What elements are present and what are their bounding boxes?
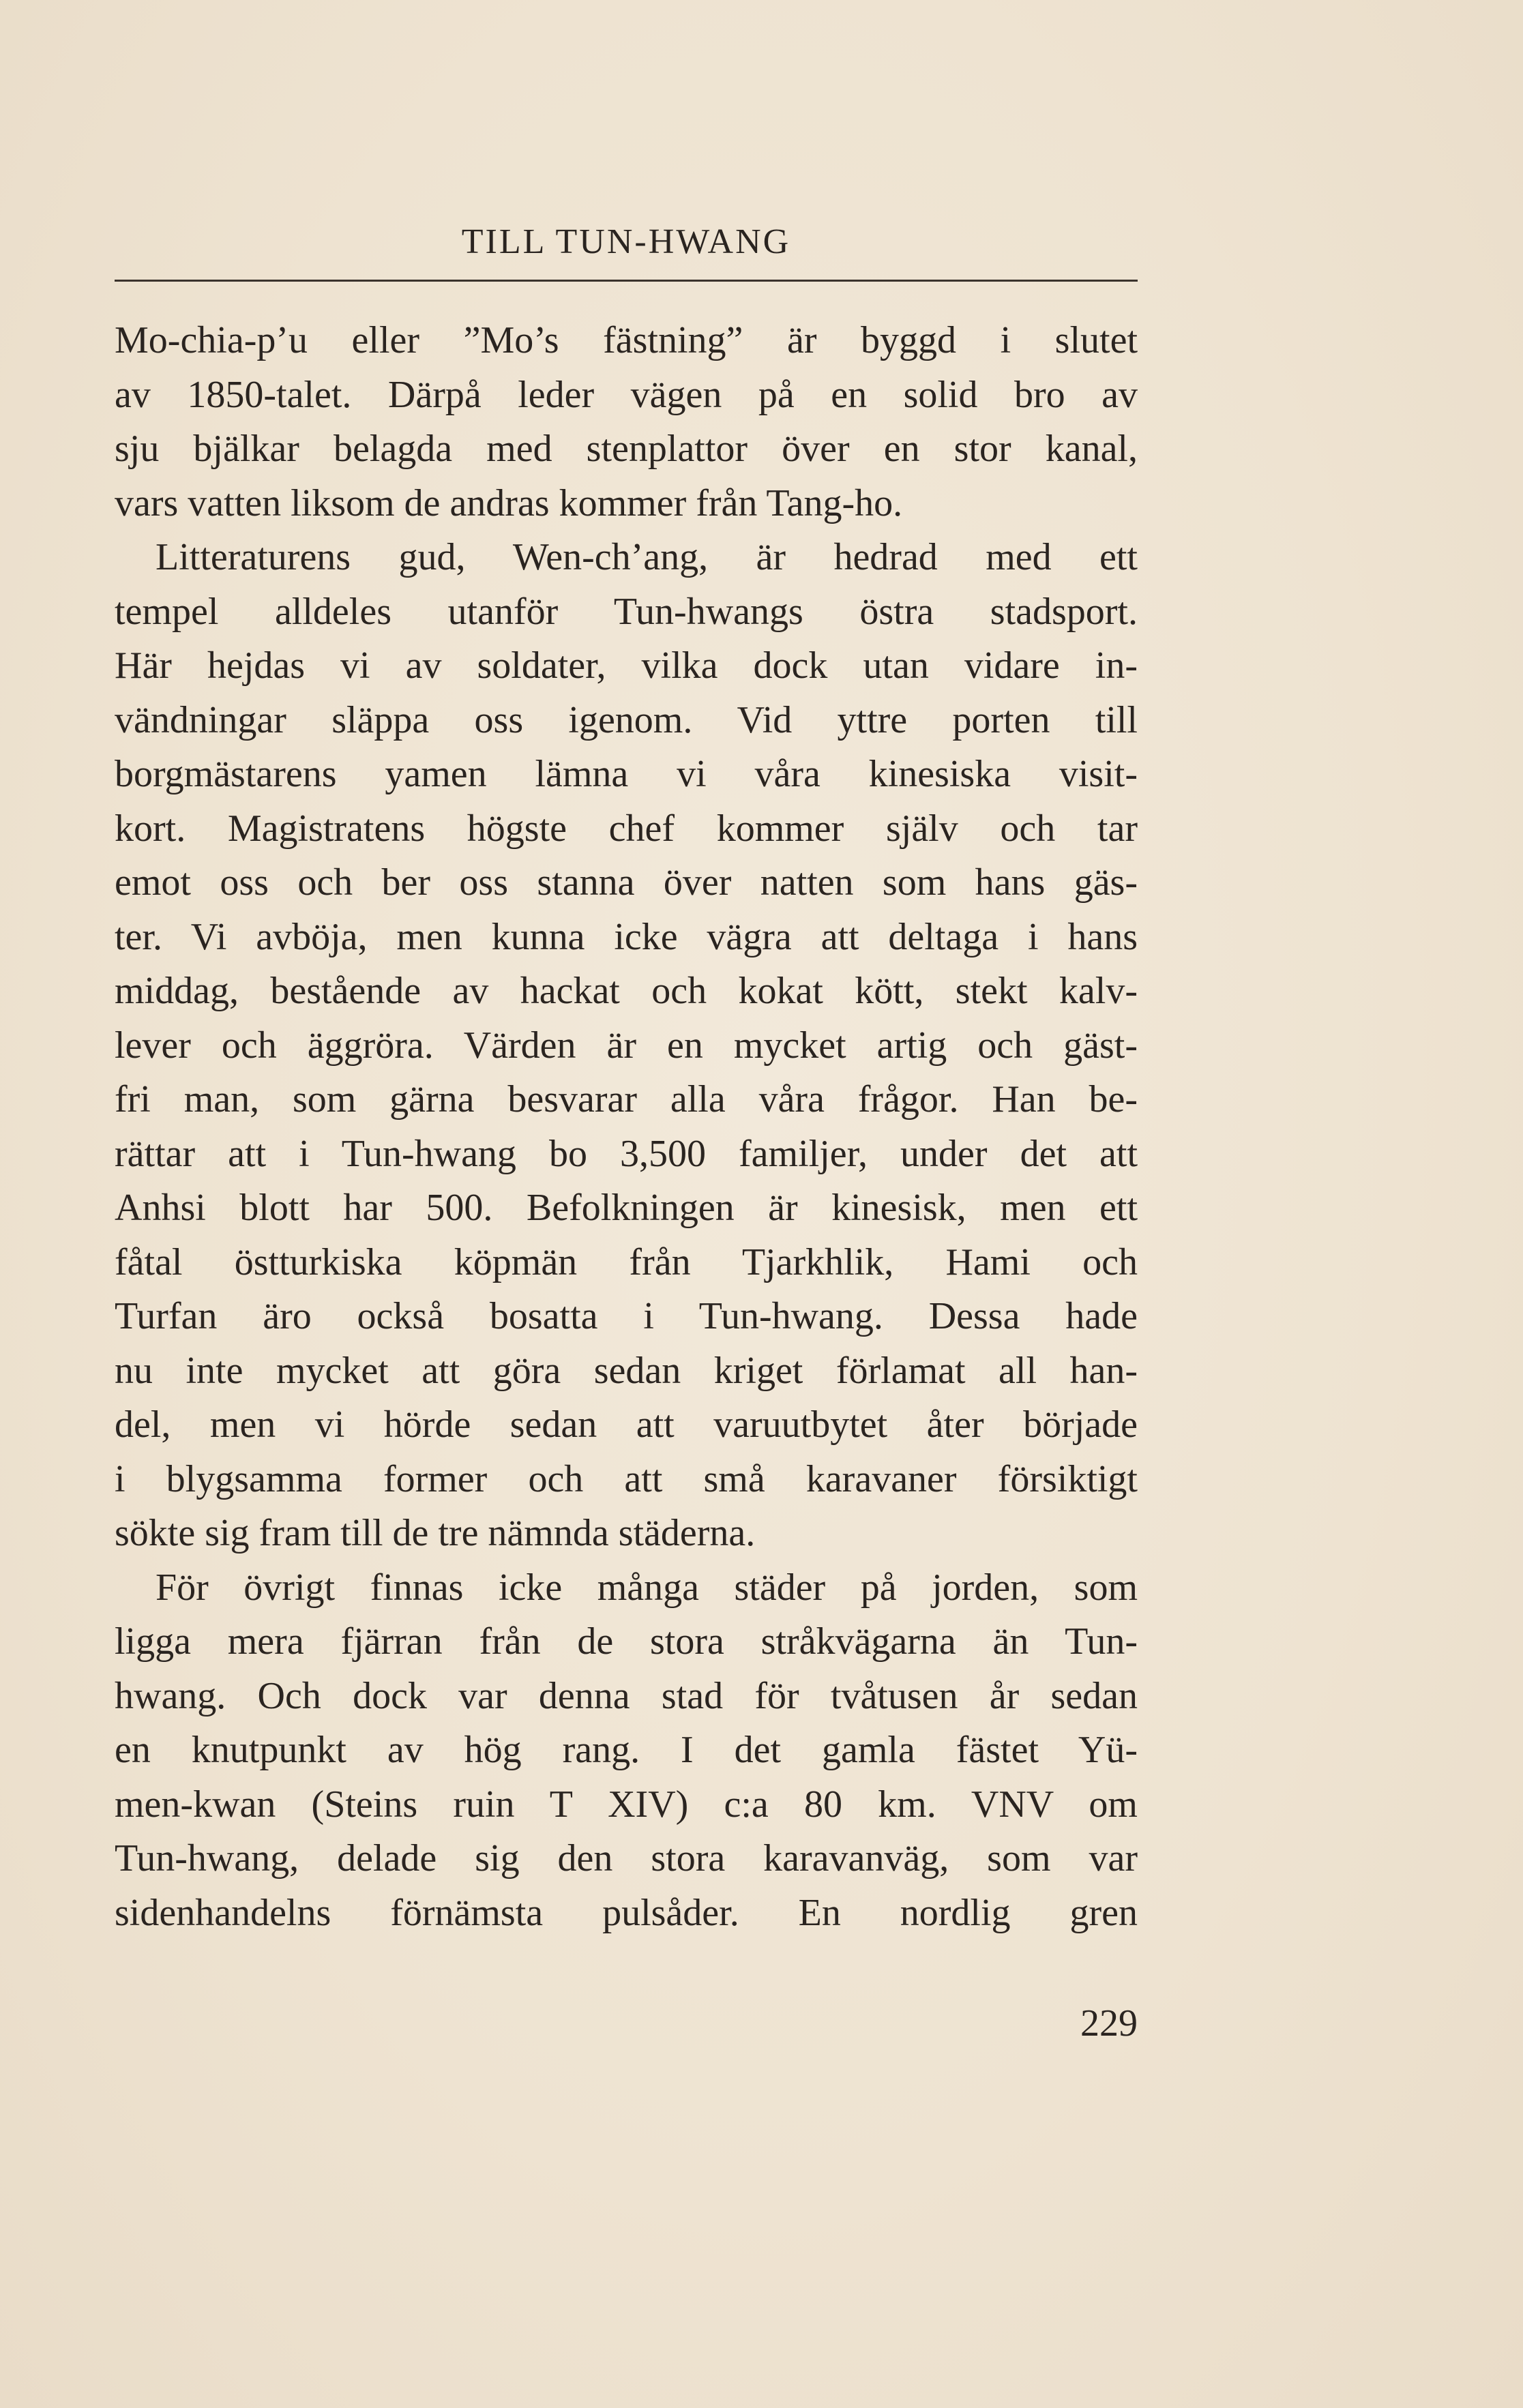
text-line: rättar att i Tun-hwang bo 3,500 familjer, under det att [115, 1132, 1138, 1175]
text-line: vändningar släppa oss igenom. Vid yttre porten till [115, 698, 1138, 741]
text-line: av 1850-talet. Därpå leder vägen på en solid bro av [115, 373, 1138, 416]
text-line: ter. Vi avböja, men kunna icke vägra att deltaga i hans [115, 915, 1138, 958]
text-line: sökte sig fram till de tre nämnda städerna. [115, 1512, 756, 1554]
header-rule [115, 280, 1138, 282]
text-line: nu inte mycket att göra sedan kriget förlamat all han- [115, 1349, 1138, 1392]
text-line: Mo-chia-p’u eller ”Mo’s fästning” är byggd i slutet [115, 319, 1138, 361]
text-line: Anhsi blott har 500. Befolkningen är kinesisk, men ett [115, 1187, 1138, 1229]
text-line: fåtal östturkiska köpmän från Tjarkhlik, Hami och [115, 1240, 1138, 1283]
text-line: Litteraturens gud, Wen-ch’ang, är hedrad med ett [156, 536, 1138, 578]
text-line: middag, bestående av hackat och kokat kött, stekt kalv- [115, 970, 1138, 1012]
text-line: fri man, som gärna besvarar alla våra frågor. Han be- [115, 1078, 1138, 1120]
text-line: borgmästarens yamen lämna vi våra kinesiska visit- [115, 753, 1138, 795]
page-number: 229 [1080, 2002, 1138, 2045]
text-line: Turfan äro också bosatta i Tun-hwang. Dessa hade [115, 1295, 1138, 1337]
text-line: i blygsamma former och att små karavaner försiktigt [115, 1457, 1138, 1500]
text-line: Här hejdas vi av soldater, vilka dock utan vidare in- [115, 644, 1138, 687]
body-text [115, 314, 1138, 1940]
text-line: sju bjälkar belagda med stenplattor över en stor kanal, [115, 428, 1138, 470]
text-line: kort. Magistratens högste chef kommer själv och tar [115, 807, 1138, 850]
text-line: För övrigt finnas icke många städer på jorden, som [156, 1566, 1138, 1609]
text-line: ligga mera fjärran från de stora stråkvägarna än Tun- [115, 1620, 1138, 1663]
text-line: vars vatten liksom de andras kommer från Tang-ho. [115, 481, 903, 524]
text-line: en knutpunkt av hög rang. I det gamla fästet Yü- [115, 1729, 1138, 1771]
text-line: tempel alldeles utanför Tun-hwangs östra stadsport. [115, 590, 1138, 633]
running-head: TILL TUN-HWANG [461, 222, 791, 261]
text-line: men-kwan (Steins ruin T XIV) c:a 80 km. VNV om [115, 1783, 1138, 1826]
text-line: lever och äggröra. Värden är en mycket artig och gäst- [115, 1024, 1138, 1067]
text-line: hwang. Och dock var denna stad för tvåtusen år sedan [115, 1674, 1138, 1717]
text-line: sidenhandelns förnämsta pulsåder. En nordlig gren [115, 1891, 1138, 1934]
text-line: Tun-hwang, delade sig den stora karavanväg, som var [115, 1837, 1138, 1879]
text-line: emot oss och ber oss stanna över natten som hans gäs- [115, 861, 1138, 904]
text-line: del, men vi hörde sedan att varuutbytet åter började [115, 1403, 1138, 1446]
